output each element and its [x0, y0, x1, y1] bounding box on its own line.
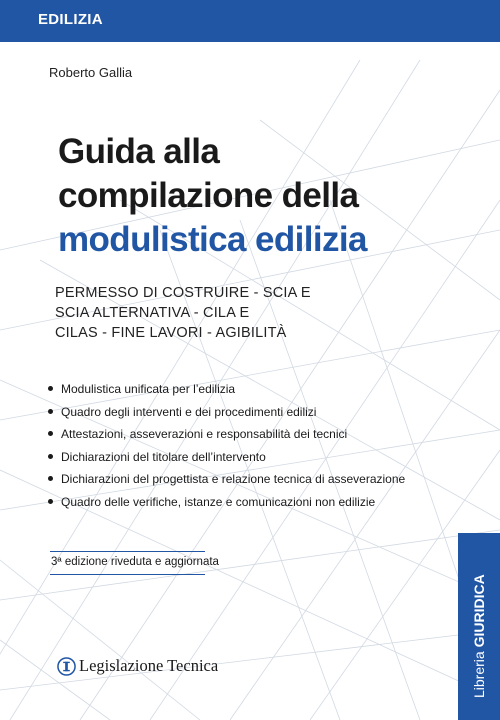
- topics-list: [48, 378, 405, 513]
- edition-note: 3ª edizione riveduta e aggiornata: [51, 556, 219, 568]
- publisher-brand: [57, 654, 218, 678]
- title-line-3: modulistica edilizia: [58, 220, 367, 259]
- series-header-bar: [0, 0, 500, 42]
- list-item-text: Quadro delle verifiche, istanze e comunicazioni non edilizie: [61, 494, 376, 509]
- list-item: [48, 491, 405, 514]
- list-item: [48, 378, 405, 401]
- bullet-icon: [48, 476, 53, 481]
- lt-monogram-icon: [57, 657, 76, 676]
- author-name: Roberto Gallia: [49, 65, 133, 80]
- subtitle-line-3: CILAS - FINE LAVORI - AGIBILITÀ: [55, 325, 287, 341]
- edition-divider-top: [50, 551, 205, 552]
- collection-label-bold: GIURIDICA: [471, 574, 487, 648]
- series-label: EDILIZIA: [38, 11, 103, 28]
- bullet-icon: [48, 409, 53, 414]
- bullet-icon: [48, 386, 53, 391]
- book-title: [58, 130, 367, 262]
- list-item-text: Quadro degli interventi e dei procedimenti edilizi: [61, 404, 317, 419]
- bullet-icon: [48, 431, 53, 436]
- publisher-name: Legislazione Tecnica: [79, 656, 219, 675]
- subtitle-line-1: PERMESSO DI COSTRUIRE - SCIA E: [55, 285, 311, 301]
- list-item: [48, 423, 405, 446]
- bullet-icon: [48, 454, 53, 459]
- list-item: [48, 401, 405, 424]
- list-item: [48, 468, 405, 491]
- list-item-text: Dichiarazioni del titolare dell’intervento: [61, 449, 266, 464]
- subtitle-line-2: SCIA ALTERNATIVA - CILA E: [55, 305, 250, 321]
- collection-sidebar: [458, 533, 500, 720]
- list-item-text: Dichiarazioni del progettista e relazione tecnica di asseverazione: [61, 472, 406, 486]
- edition-divider-bottom: [50, 574, 205, 575]
- list-item-text: Attestazioni, asseverazioni e responsabilità dei tecnici: [61, 427, 348, 441]
- book-subtitle: [55, 283, 311, 343]
- collection-label-regular: Libreria: [471, 647, 487, 698]
- title-line-1: Guida alla: [58, 132, 220, 171]
- list-item: [48, 446, 405, 469]
- collection-label: [471, 574, 487, 698]
- bullet-icon: [48, 499, 53, 504]
- list-item-text: Modulistica unificata per l’edilizia: [61, 382, 236, 396]
- title-line-2: compilazione della: [58, 176, 359, 215]
